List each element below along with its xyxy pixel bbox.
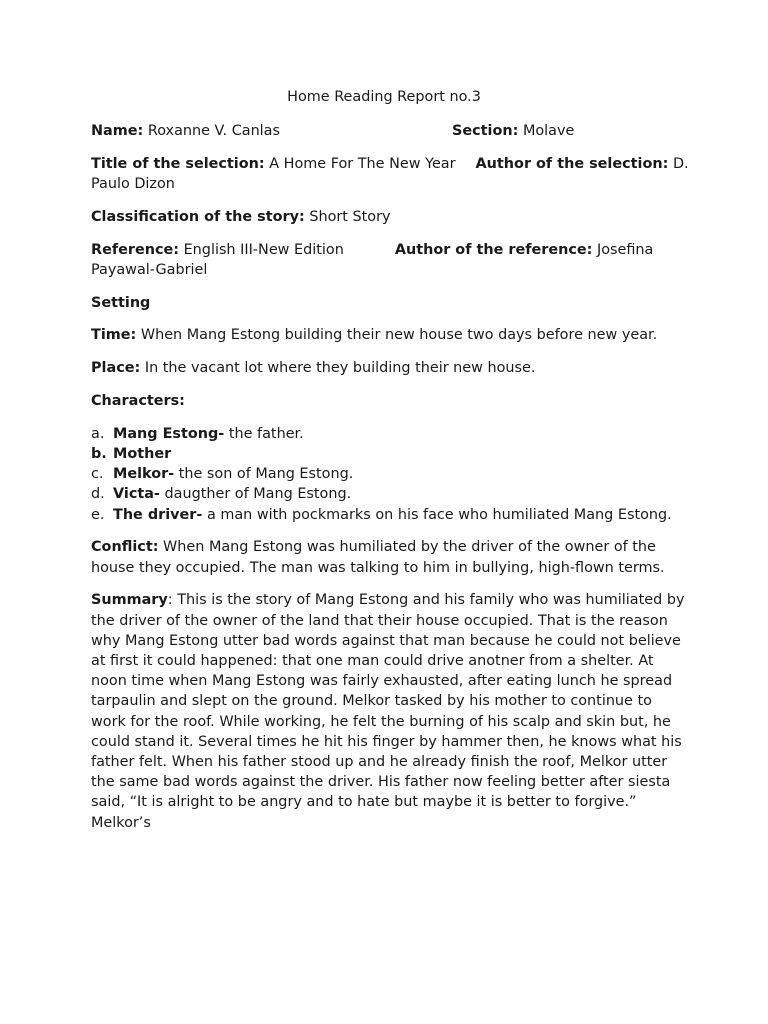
list-item: [91, 424, 691, 444]
place-label: Place:: [91, 360, 141, 377]
summary-label: Summary: [91, 592, 168, 609]
list-marker: c.: [91, 466, 104, 483]
summary-row: [91, 590, 691, 832]
reference-label: Reference:: [91, 241, 180, 258]
reference-author-value: Josefina Payawal-Gabriel: [91, 241, 654, 278]
characters-heading: [91, 391, 691, 411]
setting-heading-text: Setting: [91, 294, 151, 311]
conflict-label: Conflict:: [91, 539, 159, 556]
classification-row: [91, 207, 691, 227]
place-row: [91, 358, 691, 378]
place-value: In the vacant lot where they building their new house.: [144, 360, 536, 377]
character-name: Melkor-: [113, 466, 175, 483]
selection-title-value: A Home For The New Year: [269, 155, 456, 172]
list-marker: d.: [91, 486, 105, 503]
character-desc: a man with pockmarks on his face who humiliated Mang Estong.: [202, 506, 672, 523]
selection-title-label: Title of the selection:: [91, 155, 265, 172]
time-label: Time:: [91, 327, 137, 344]
conflict-row: [91, 537, 691, 577]
list-marker: b.: [91, 445, 107, 462]
list-item: [91, 464, 691, 484]
character-name: Victa-: [113, 486, 160, 503]
reference-row: [91, 240, 691, 280]
conflict-value: When Mang Estong was humiliated by the driver of the owner of the house they occupied. The man was talking to him in bullying, high-flown terms.: [91, 539, 665, 576]
selection-row: [91, 154, 691, 194]
section-field: [452, 121, 574, 141]
character-name: Mang Estong-: [113, 425, 225, 442]
selection-author-value: D. Paulo Dizon: [91, 155, 689, 192]
section-label: Section:: [452, 123, 519, 139]
name-section-row: [91, 121, 691, 141]
selection-author-label: Author of the selection:: [475, 155, 669, 172]
classification-label: Classification of the story:: [91, 208, 305, 225]
character-desc: daugther of Mang Estong.: [159, 486, 352, 503]
list-item: [91, 505, 691, 525]
character-name: The driver-: [113, 506, 203, 523]
time-value: When Mang Estong building their new house two days before new year.: [140, 327, 658, 344]
report-body: [91, 121, 691, 845]
characters-heading-text: Characters:: [91, 392, 185, 409]
time-row: [91, 325, 691, 345]
character-desc: the father.: [224, 425, 304, 442]
reference-value: English III-New Edition: [183, 241, 344, 258]
summary-value: : This is the story of Mang Estong and his family who was humiliated by the driver of the owner of the land that their house occupied. That is the reason why Mang Estong utter bad words against that man because he could not believe at first it could happened: that one man could drive anotner from a shelter. At noon time when Mang Estong was fairly exhausted, after eating lunch he spread tarpaulin and slept on the ground. Melkor tasked by his mother to continue to work for the roof. While working, he felt the burning of his scalp and skin but, he could stand it. Several times he hit his finger by hammer then, he knows what his father felt. When his father stood up and he already finish the roof, Melkor utter the same bad words against the driver. His father now feeling better after siesta said, “It is alright to be angry and to hate but maybe it is better to forgive.” Melkor’s: [91, 592, 685, 831]
list-item: [91, 444, 691, 464]
setting-heading: [91, 293, 691, 313]
reference-author-label: Author of the reference:: [394, 241, 593, 258]
classification-value: Short Story: [309, 208, 391, 225]
character-name: Mother: [113, 445, 172, 462]
character-desc: the son of Mang Estong.: [174, 466, 354, 483]
list-marker: e.: [91, 506, 105, 523]
list-marker: a.: [91, 425, 105, 442]
characters-list: [91, 424, 691, 525]
list-item: [91, 484, 691, 504]
section-value: Molave: [522, 123, 575, 139]
report-title: Home Reading Report no.3: [287, 89, 481, 105]
name-label: Name:: [91, 123, 144, 139]
name-value: Roxanne V. Canlas: [147, 123, 280, 139]
name-field: [91, 123, 280, 139]
